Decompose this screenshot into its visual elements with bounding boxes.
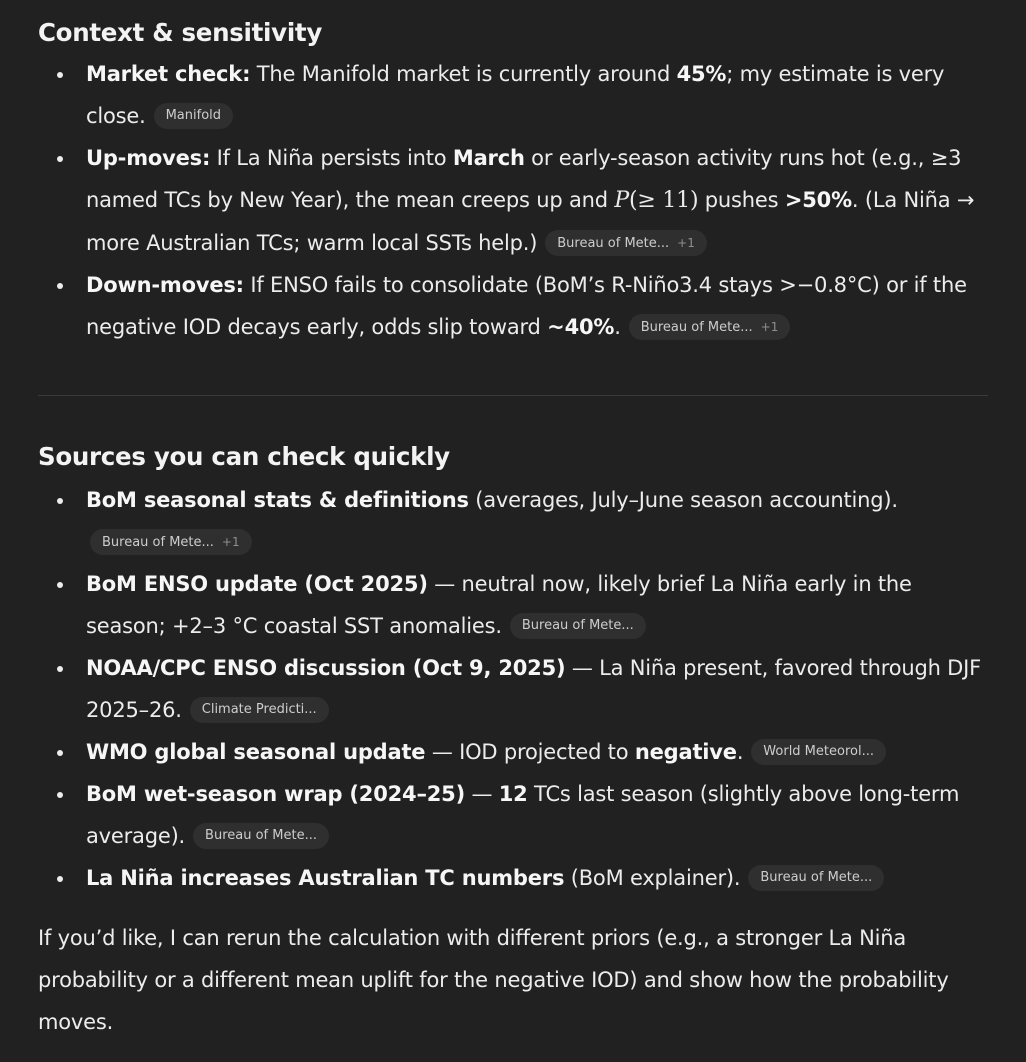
item-text: pushes	[698, 188, 785, 212]
citation-chip[interactable]	[190, 697, 329, 723]
item-label: Up-moves:	[86, 146, 211, 170]
item-text: If ENSO fails to consolidate (BoM’s R-Niño3.4 stays >−0.8°C) or if the negative IOD decays early, odds slip toward	[86, 273, 967, 339]
item-text: — IOD projected to	[425, 740, 635, 764]
citation-label: Bureau of Mete...	[640, 320, 753, 335]
citation-label: World Meteorol...	[763, 744, 874, 759]
item-label: La Niña increases Australian TC numbers	[86, 866, 565, 890]
citation-chip[interactable]	[90, 529, 252, 555]
citation-chip[interactable]	[510, 613, 646, 639]
item-text: — La Niña present, favored through DJF 2025–26.	[86, 656, 982, 722]
citation-label: Bureau of Mete...	[760, 870, 873, 885]
section-divider	[38, 395, 988, 396]
citation-label: Bureau of Mete...	[521, 618, 634, 633]
section-heading-context: Context & sensitivity	[38, 18, 323, 47]
item-text: . (La Niña → more Australian TCs; warm local SSTs help.)	[86, 188, 975, 255]
item-emphasis: March	[452, 146, 525, 170]
citation-chip[interactable]	[748, 865, 884, 891]
citation-extra-count: +1	[677, 236, 695, 250]
citation-extra-count: +1	[221, 535, 240, 549]
math-expression	[614, 188, 698, 213]
citation-label: Bureau of Mete...	[102, 535, 214, 550]
item-label: Down-moves:	[86, 273, 244, 297]
citation-extra-count: +1	[760, 320, 779, 334]
list-item-la-nina-explainer	[38, 857, 988, 899]
item-label: BoM wet-season wrap (2024–25)	[86, 782, 465, 806]
citation-label: Climate Predicti...	[201, 702, 317, 717]
math-argument: (≥ 11)	[628, 188, 699, 213]
list-item-down-moves	[38, 264, 988, 348]
list-item-market-check	[38, 53, 988, 137]
item-label: BoM seasonal stats & definitions	[86, 488, 469, 512]
citation-chip[interactable]	[545, 230, 707, 256]
citation-label: Bureau of Mete...	[205, 828, 317, 843]
item-text: The Manifold market is currently around	[250, 62, 677, 86]
item-emphasis: 45%	[676, 62, 727, 86]
citation-chip[interactable]	[751, 739, 886, 765]
item-text: —	[464, 782, 499, 806]
item-text: or early-season activity runs hot (e.g., ≥3 named TCs by New Year), the mean creeps up and	[86, 146, 962, 212]
item-emphasis: ~40%	[547, 315, 615, 339]
citation-label: Manifold	[165, 108, 222, 123]
list-item-wmo-update	[38, 731, 988, 773]
list-item-up-moves	[38, 137, 988, 264]
item-text: — neutral now, likely brief La Niña early in the season; +2–3 °C coastal SST anomalies.	[86, 572, 912, 638]
item-emphasis: negative	[634, 740, 737, 764]
list-item-bom-seasonal-stats	[38, 479, 988, 563]
item-text: If La Niña persists into	[210, 146, 453, 170]
item-label: BoM ENSO update (Oct 2025)	[86, 572, 428, 596]
item-emphasis: >50%	[784, 188, 852, 212]
citation-chip[interactable]	[154, 103, 233, 129]
item-text: TCs last season (slightly above long-term average).	[86, 782, 960, 848]
item-text: (averages, July–June season accounting).	[468, 488, 898, 512]
citation-chip[interactable]	[629, 314, 791, 340]
list-item-bom-enso-update	[38, 563, 988, 647]
sources-list	[38, 479, 988, 899]
item-text: .	[614, 315, 621, 339]
item-label: WMO global seasonal update	[86, 740, 426, 764]
context-list	[38, 53, 988, 348]
item-text: .	[736, 740, 744, 764]
citation-chip[interactable]	[193, 823, 329, 849]
section-heading-sources: Sources you can check quickly	[38, 442, 450, 471]
item-text: (BoM explainer).	[564, 866, 741, 890]
item-text: ; my estimate is very close.	[86, 62, 945, 128]
citation-label: Bureau of Mete...	[557, 236, 670, 251]
item-emphasis: 12	[498, 782, 528, 806]
item-label: Market check:	[86, 62, 251, 86]
closing-paragraph: If you’d like, I can rerun the calculation with different priors (e.g., a stronger La Niña probability or a different mean uplift for the negative IOD) and show how the probability moves.	[38, 926, 949, 1034]
math-variable: P	[614, 188, 629, 213]
list-item-bom-wet-season	[38, 773, 988, 857]
list-item-noaa-cpc	[38, 647, 988, 731]
item-label: NOAA/CPC ENSO discussion (Oct 9, 2025)	[86, 656, 566, 680]
